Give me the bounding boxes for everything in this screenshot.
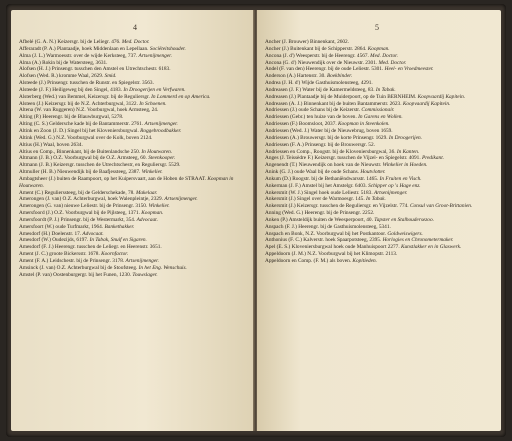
right-page: [257, 10, 501, 431]
directory-entry: [265, 46, 495, 53]
entry-text: Altink (Wed. G.) N.Z. Voorburgwal over de Kolk, boven 2124.: [19, 134, 153, 141]
page-number: 4: [133, 23, 137, 32]
entry-text: Ament (F. A.) Leidschestr. bij de Prinsengr. 3178.: [19, 258, 125, 264]
entry-occupation: Artsenijmenger.: [138, 52, 172, 59]
entry-occupation: Kopitieden.: [352, 258, 377, 264]
entry-occupation: In Tabak, Snuif en Sigaren.: [89, 237, 147, 244]
directory-entry: [265, 39, 495, 46]
entry-occupation: In Kanten.: [396, 148, 420, 155]
directory-entry: [265, 183, 495, 190]
directory-entry: [265, 217, 495, 224]
directory-entry: [19, 272, 248, 279]
directory-entry: [19, 224, 248, 231]
entry-occupation: Makelaar.: [135, 189, 158, 196]
directory-entry: [19, 258, 248, 265]
entry-text: Amersfoort (W.) oude Turfmarkt, 1964.: [19, 223, 104, 230]
entry-text: Andel (F. van den) Heerengr. bij de oude Leliestr. 5301.: [265, 66, 384, 73]
entry-text: Ankerman (J. F.) Amstel bij het Amstelgr. 6403.: [265, 182, 367, 189]
entry-occupation: Med. Doctor.: [370, 52, 398, 59]
page-number: 5: [375, 23, 379, 32]
entry-text: Andrea (J. H. d') Wijde Gasthuismolensteeg, 4291.: [265, 80, 373, 87]
entry-occupation: Winkelier.: [148, 203, 170, 210]
directory-entry: [265, 162, 495, 169]
entry-text: Afbelé (G. A. N.) Keizersgr. bij de Leliegr. 476.: [19, 39, 121, 45]
entry-occupation: Koopman.: [141, 210, 164, 217]
entry-occupation: In Droogerijen.: [388, 134, 422, 141]
entry-text: Ankersmit (J.) Singel over de Warmoesgr. 145.: [265, 196, 365, 203]
entry-text: Ancona (J. d') Weesperstr. bij de Heerengr. 4567.: [265, 52, 369, 59]
directory-entry: [265, 142, 495, 149]
entry-text: Altmuller (H. B.) Nieuwendijk bij de Baafjessteeg, 2387.: [19, 169, 141, 176]
entry-occupation: Commissionair.: [361, 107, 395, 114]
directory-entry: [19, 265, 248, 272]
entry-occupation: In het Eng. Wenschuis.: [138, 264, 187, 271]
entry-text: Andriessen (F.) Boomsloot, 2037.: [265, 121, 337, 128]
entry-text: Andriessen (Wed. J.) Water bij de Nieuwebrug, boven 1659.: [265, 127, 393, 134]
entry-occupation: Artsenijmenger.: [125, 258, 159, 264]
left-page: [11, 10, 254, 431]
directory-entry: [19, 176, 248, 190]
directory-entry: [19, 162, 248, 169]
entry-occupation: Bankethakker.: [104, 223, 135, 230]
entry-occupation: Predikant.: [421, 155, 444, 162]
entry-occupation: Koopman in Houtwaren.: [19, 175, 234, 189]
entry-text: Ancher (J.) Buitenkant bij de Schipperstr. 2864.: [265, 45, 367, 52]
entry-text: Apel (E. S.) Kloveniersburgwal hoek oude Manhuispoort 2277.: [265, 244, 400, 251]
directory-entry: [19, 80, 248, 87]
directory-entry: [19, 46, 248, 53]
entry-text: Ament (C.) Regulierssteeg, bij de Gelderschekade, 78.: [19, 189, 135, 196]
directory-entry: [265, 87, 495, 94]
directory-entry: [265, 224, 495, 231]
entry-text: Amesdorf (H.) Doelenstr. 17.: [19, 230, 82, 237]
directory-entries: [265, 39, 495, 265]
entry-text: Amstel (P. van) Oostenburgergr. bij het Funen, 1230.: [19, 271, 132, 278]
directory-entry: [19, 87, 248, 94]
entry-occupation: Touwslager.: [132, 271, 158, 278]
entry-text: Anning (Wed. G.) Heerengr. bij de Prinsengr. 2252.: [265, 210, 375, 217]
directory-entry: [19, 121, 248, 128]
entry-occupation: Koopman.: [367, 45, 390, 52]
entry-text: Andriessen (Gebr.) ten huize van de boven.: [265, 114, 357, 121]
directory-entry: [265, 121, 495, 128]
directory-entry: [265, 94, 495, 101]
directory-entry: [19, 135, 248, 142]
entry-occupation: Goldweiswigers.: [387, 230, 423, 237]
entry-occupation: Advocaat.: [82, 230, 104, 237]
directory-entry: [265, 128, 495, 135]
entry-text: Anges (J. Teissèdre F.) Keizersgr. tusschen de Vijzel- en Spiegelstr. 4091.: [265, 155, 421, 162]
entry-occupation: Koopvaardij Kapitein.: [417, 93, 466, 100]
directory-entry: [265, 258, 495, 265]
entry-text: Anthonius (F. C.) Kalverstr. hoek Spaarpotsteeg, 2395.: [265, 237, 382, 244]
entry-occupation: Boekbinder.: [326, 73, 353, 80]
entry-text: Afferaradt (P. A.) Plantaadje, hoek Middenlaan en Lepellaan.: [19, 45, 149, 52]
entry-text: Amerongen (G. van) nieuwe Leliestr. bij de Prinsengr. 3150.: [19, 203, 148, 210]
entry-text: Anspach (F. J.) Heerengr. bij de Gasthuismolensteeg, 5341.: [265, 223, 391, 230]
entry-occupation: In Houtwaren.: [141, 148, 173, 155]
entry-occupation: Consul van Groot-Brittanien.: [409, 203, 473, 210]
entry-text: Ankum (D.) Roogstr. bij de Bethaniëndwarsstr. 1465.: [265, 175, 379, 182]
directory-entry: [265, 176, 495, 183]
entry-text: Ancher (J. Brouwer) Binnenkant, 2602.: [265, 39, 349, 45]
entry-occupation: In Lommerd en op America.: [151, 93, 211, 100]
entry-text: Altena (W. van Ruggeren) N.Z. Voorburgwal, hoek Armsteeg, 24.: [19, 107, 159, 114]
entry-text: Anspach en Bonk, N.Z. Voorburgwal bij het Postkantoor.: [265, 230, 387, 237]
entry-occupation: Winkelier.: [141, 169, 163, 176]
entry-text: Alofsen (H. J.) Prinsengr. tusschen den Amstel en Utrechtschestr. 6183.: [19, 66, 171, 73]
entry-text: Altmann (J. B.) O.Z. Voorburgwal bij de O.Z. Armsteeg, 60.: [19, 155, 147, 162]
entry-occupation: In Tabak.: [366, 196, 386, 203]
directory-entry: [19, 128, 248, 135]
directory-entry: [19, 169, 248, 176]
entry-occupation: Schipper op 's Hage enz.: [368, 182, 421, 189]
entry-text: Altink en Zoon (J. D.) Singel bij het Kloveniersburgwal.: [19, 127, 139, 134]
entry-occupation: In Tabak.: [375, 86, 396, 93]
directory-entries: [19, 39, 248, 279]
entry-occupation: In Garens en Wollen.: [358, 114, 403, 121]
directory-entry: [265, 53, 495, 60]
entry-text: Alsteede (J. F.) Heiligeweg bij den Singel, 4183.: [19, 86, 122, 93]
entry-text: Alsteen (J.) Keizersgr. bij de N.Z. Achterburgwal, 3122.: [19, 100, 138, 107]
entry-text: Andriessen (A.) Brouwersgr. bij de korte Prinsengr. 1629.: [265, 134, 388, 141]
entry-text: Andriessen (F. A.) Prinsengr. bij de Brouwersgr. 52.: [265, 141, 375, 148]
entry-occupation: In Fruiten en Visch.: [379, 175, 422, 182]
entry-text: Altius (H.) Waal, boven 2634.: [19, 141, 83, 148]
entry-text: Andreasen (J.) Plantaadje bij de Muiderpoort, op de Tuin BERNHEIM.: [265, 93, 417, 100]
entry-occupation: Artsenijmenger.: [164, 196, 198, 203]
entry-text: Appeldoorn (J. M.) N.Z. Voorburgwal bij het Klimopstr. 2113.: [265, 251, 398, 258]
directory-entry: [265, 135, 495, 142]
directory-entry: [265, 80, 495, 87]
entry-occupation: Tapster en Stalhoudersezoo.: [374, 216, 434, 223]
entry-occupation: Steenkooper.: [148, 155, 176, 162]
entry-occupation: Houtvlotter.: [360, 169, 386, 176]
entry-occupation: Heel- en Vroedmeester.: [384, 66, 434, 73]
entry-text: Anken (P.) Amsteldijk buiten de Weesperpoort, 40.: [265, 216, 373, 223]
entry-occupation: In Schoenen.: [139, 100, 167, 107]
entry-occupation: Med. Doctor.: [121, 39, 150, 45]
entry-text: Anink (G. J.) oude Waal bij de oude Schans.: [265, 169, 360, 176]
entry-text: Alsteede (J.) Prinsengr. tusschen de Runstr. en Spiegelstr. 3563.: [19, 80, 154, 87]
entry-text: Alma (J. L.) Warmoesstr. over de wijde Kerksteeg, 737.: [19, 52, 138, 59]
entry-text: Andreasen (J. F.) Water bij de Kamermeldsteeg, 83.: [265, 86, 375, 93]
directory-entry: [265, 210, 495, 217]
entry-text: Alting (P.) Heerengr. bij de Blauwburgwal, 5278.: [19, 114, 124, 121]
directory-entry: [265, 169, 495, 176]
entry-text: Alting (C. S.) Geldersche kade bij de Bantammerstr. 2761.: [19, 121, 144, 128]
entry-text: Ankersmit (W. J.) Singel hoek oude Leliestr. 5183.: [265, 189, 373, 196]
entry-text: Ambagtsheer (J.) buiten de Raampoort, op het Kuipersvaart, aan de Hoben de STRAAT.: [19, 175, 207, 182]
entry-occupation: Kunstlakker en in Glaswerk.: [401, 244, 462, 251]
directory-entry: [265, 251, 495, 258]
entry-text: Appeldoorn en Comp. (F. M.) als boven.: [265, 258, 352, 264]
entry-text: Andreasen (A. J.) Binnenkant bij de buiten Bantammerstr. 2623.: [265, 100, 402, 107]
entry-occupation: Horlogies en Chronometermaker.: [382, 237, 454, 244]
entry-text: Angenendt (T.) Nieuwendijk on hoek van de Nieuwstr.: [265, 162, 382, 169]
entry-text: Amesdorf (W.) Oudezijds, 6197.: [19, 237, 89, 244]
entry-text: Amersfoord (J.) O.Z. Voorburgwal bij de Pijlsteeg, 1371.: [19, 210, 140, 217]
directory-entry: [19, 210, 248, 217]
entry-occupation: In Droogerijen en Verfwaren.: [123, 86, 186, 93]
entry-text: Ament (J. C.) groote Bickersstr. 1678.: [19, 251, 100, 258]
entry-text: Andriessen en Comp., Roogstr. bij de Kloveniersburgwal, 36.: [265, 148, 396, 155]
entry-text: Altius en Comp., Binnenkant, bij de Buitenlandsche 250.: [19, 148, 141, 155]
entry-occupation: Sociëteitshouder.: [149, 45, 186, 52]
entry-occupation: Med. Doctor.: [378, 59, 407, 66]
entry-text: Alofsen (Wed. R.) kromme Waal, 2629.: [19, 73, 104, 80]
entry-occupation: Koopman in Steenkolen.: [338, 121, 390, 128]
entry-occupation: Artsenijmenger.: [373, 189, 408, 196]
entry-occupation: Koopvaardij Kapitein.: [402, 100, 451, 107]
entry-occupation: Smid.: [104, 73, 117, 80]
open-book: [6, 4, 506, 437]
directory-entry: [19, 94, 248, 101]
directory-entry: [19, 251, 248, 258]
entry-text: Altmann (J. B.) Keizersgr. tusschen de Utrechtschestr, en Reguliersgr. 5529.: [19, 162, 181, 169]
directory-entry: [19, 142, 248, 149]
entry-text: Ancona (G. d') Nieuwendijk over de Nieuwstr. 2301.: [265, 59, 378, 66]
directory-entry: [19, 217, 248, 224]
entry-occupation: Koornfactor.: [101, 251, 129, 258]
directory-entry: [19, 39, 248, 46]
entry-occupation: Winkelier in Hoeden.: [382, 162, 428, 169]
directory-entry: [19, 53, 248, 60]
entry-text: Ankersmit (J.) Keizersgr. tusschen de Reguliersgr. en Vijzelstr. 774.: [265, 203, 409, 210]
entry-text: Amersfoordt (P. J.) Prinsengr. bij de Westermarkt, 354.: [19, 216, 136, 223]
entry-text: Alsterberg (Wed.) van Bemmel, Keizersgr. bij de Reguliersgr.: [19, 93, 150, 100]
entry-text: Amerongen (J. van) O.Z. Achterburgwal, hoek Walenpleintje, 2329.: [19, 196, 163, 203]
entry-text: Alma (A.) Rokin bij de Watersteeg, 3631.: [19, 59, 108, 66]
entry-text: Amesdorf (F. J.) Heerengr. tusschen de Leliegr. en Heerenstr. 3651.: [19, 244, 162, 251]
entry-occupation: Roggebroodbakker.: [140, 127, 182, 134]
entry-occupation: Advocaat.: [136, 216, 158, 223]
entry-text: Andriessen (J.) oude Schans bij de Keizerstr.: [265, 107, 361, 114]
entry-occupation: Artsenijmenger.: [144, 121, 178, 128]
entry-text: Anderson (A.) Hartenstr. 30.: [265, 73, 326, 80]
entry-text: Amsinck (J. van) O.Z. Achterburgwal bij de Stoofsteeg.: [19, 264, 138, 271]
